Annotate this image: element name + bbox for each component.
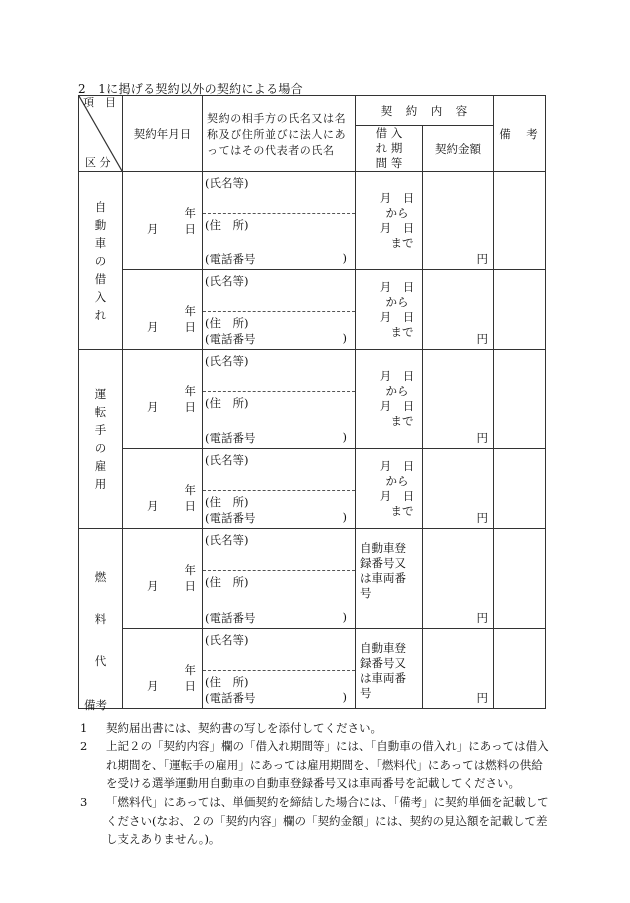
yen-label: 円: [476, 252, 488, 266]
counterparty-cell: [203, 529, 356, 629]
period-from: 月 日: [379, 369, 415, 383]
period-kara: から: [385, 205, 409, 220]
amount-cell: [423, 449, 494, 529]
period-made: まで: [390, 503, 414, 518]
year-label: 年: [184, 384, 196, 398]
yen-label: 円: [476, 431, 488, 445]
month-label: 月: [147, 579, 159, 593]
header-remarks: 備 考: [494, 96, 546, 172]
yen-label: 円: [476, 691, 488, 705]
name-label: (氏名等): [205, 354, 249, 368]
vehicle-number-cell: [356, 629, 423, 709]
note-item: 2 上記２の「契約内容」欄の「借入れ期間等」には、「自動車の借入れ」にあっては借入れ期間を、「運転手の雇用」にあっては雇用期間を、「燃料代」にあっては燃料の供給を受ける選挙運動用自動車の自動車登録番号又は車両番号を記載してください。: [80, 739, 549, 790]
period-made: まで: [390, 235, 414, 250]
contract-date-cell: [123, 529, 203, 629]
note-item: 1 契約届出書には、契約書の写しを添付してください。: [80, 721, 382, 735]
amount-cell: [423, 350, 494, 449]
section-title: 2 1に掲げる契約以外の契約による場合: [78, 82, 303, 96]
amount-cell: [423, 529, 494, 629]
phone-label: (電話番号: [205, 332, 256, 346]
table-row: [79, 629, 546, 709]
phone-line: [205, 510, 347, 526]
month-label: 月: [147, 400, 159, 414]
period-to: 月 日: [379, 399, 415, 413]
contract-date-cell: [123, 270, 203, 350]
phone-line: [205, 251, 347, 267]
dashed-divider: [203, 490, 355, 491]
header-contract-date: 契約年月日: [123, 96, 203, 172]
vehicle-number-cell: [356, 529, 423, 629]
day-label: 日: [184, 579, 196, 593]
contract-table: [78, 95, 546, 709]
counterparty-cell: [203, 449, 356, 529]
phone-line: [205, 690, 347, 706]
month-label: 月: [147, 679, 159, 693]
item-label: 項 目: [83, 96, 116, 109]
address-label: (住 所): [205, 396, 249, 410]
counterparty-cell: [203, 629, 356, 709]
dashed-divider: [203, 391, 355, 392]
remarks-cell: [494, 449, 546, 529]
category-cell: [79, 529, 123, 709]
contract-date-cell: [123, 629, 203, 709]
remarks-cell: [494, 350, 546, 449]
phone-close: ): [342, 430, 347, 444]
yen-label: 円: [476, 332, 488, 346]
contract-date-cell: [123, 449, 203, 529]
year-label: 年: [184, 206, 196, 220]
phone-line: [205, 610, 347, 626]
vehicle-label: 自動車登録番号又は車両番号: [360, 541, 406, 600]
vehicle-label: 自動車登録番号又は車両番号: [360, 641, 406, 700]
remarks-cell: [494, 172, 546, 270]
day-label: 日: [184, 320, 196, 334]
name-label: (氏名等): [205, 533, 249, 547]
table-row: [79, 529, 546, 629]
category-label: 自動車の借入れ: [94, 199, 107, 322]
period-to: 月 日: [379, 488, 415, 503]
period-cell: [356, 172, 423, 270]
name-label: (氏名等): [205, 176, 249, 190]
address-label: (住 所): [205, 316, 249, 330]
note-item: 3 「燃料代」にあっては、単価契約を締結した場合には、「備考」に契約単価を記載してください(なお、２の「契約内容」欄の「契約金額」には、契約の見込額を記載して差し支えありません。)。: [80, 795, 549, 846]
period-from: 月 日: [379, 279, 415, 294]
period-from: 月 日: [379, 458, 415, 473]
phone-label: (電話番号: [205, 431, 256, 445]
period-made: まで: [390, 324, 414, 339]
address-label: (住 所): [205, 218, 249, 232]
year-label: 年: [184, 563, 196, 577]
month-label: 月: [147, 222, 159, 236]
table-row: [79, 449, 546, 529]
year-label: 年: [184, 304, 196, 318]
header-counterparty: 契約の相手方の氏名又は名称及び住所並びに法人にあってはその代表者の氏名: [203, 96, 356, 172]
yen-label: 円: [476, 611, 488, 625]
phone-label: (電話番号: [205, 511, 256, 525]
category-cell: [79, 172, 123, 350]
category-label: 運転手の雇用: [94, 387, 107, 491]
dashed-divider: [203, 670, 355, 671]
phone-line: [205, 331, 347, 347]
day-label: 日: [184, 499, 196, 513]
period-cell: [356, 270, 423, 350]
phone-close: ): [342, 331, 347, 345]
kubun-label: 区 分: [85, 156, 111, 169]
period-made: まで: [390, 414, 414, 428]
counterparty-cell: [203, 172, 356, 270]
yen-label: 円: [476, 511, 488, 525]
address-label: (住 所): [205, 575, 249, 589]
day-label: 日: [184, 400, 196, 414]
month-label: 月: [147, 499, 159, 513]
header-contract-content: 契 約 内 容: [356, 96, 494, 126]
notes-title: 備考: [84, 698, 107, 712]
day-label: 日: [184, 222, 196, 236]
contract-date-cell: [123, 172, 203, 270]
phone-close: ): [342, 510, 347, 524]
dashed-divider: [203, 570, 355, 571]
contract-date-cell: [123, 350, 203, 449]
counterparty-cell: [203, 350, 356, 449]
amount-cell: [423, 270, 494, 350]
remarks-cell: [494, 270, 546, 350]
phone-label: (電話番号: [205, 252, 256, 266]
table-row: [79, 350, 546, 449]
period-cell: [356, 350, 423, 449]
table-row: [79, 270, 546, 350]
address-label: (住 所): [205, 675, 249, 689]
amount-cell: [423, 172, 494, 270]
dashed-divider: [203, 213, 355, 214]
header-amount: 契約金額: [423, 126, 494, 172]
table-row: [79, 172, 546, 270]
period-kara: から: [385, 294, 409, 309]
category-cell: [79, 350, 123, 529]
year-label: 年: [184, 663, 196, 677]
name-label: (氏名等): [205, 633, 249, 647]
period-cell: [356, 449, 423, 529]
name-label: (氏名等): [205, 453, 249, 467]
phone-line: [205, 430, 347, 446]
phone-close: ): [342, 610, 347, 624]
amount-cell: [423, 629, 494, 709]
phone-label: (電話番号: [205, 691, 256, 705]
phone-close: ): [342, 690, 347, 704]
phone-close: ): [342, 251, 347, 265]
period-from: 月 日: [379, 190, 415, 205]
dashed-divider: [203, 311, 355, 312]
name-label: (氏名等): [205, 274, 249, 288]
address-label: (住 所): [205, 495, 249, 509]
year-label: 年: [184, 483, 196, 497]
item-kubun-header: [79, 96, 123, 172]
period-kara: から: [385, 473, 409, 488]
remarks-cell: [494, 629, 546, 709]
day-label: 日: [184, 679, 196, 693]
phone-label: (電話番号: [205, 611, 256, 625]
remarks-cell: [494, 529, 546, 629]
counterparty-cell: [203, 270, 356, 350]
header-period: 借 入 れ 期 間 等: [356, 126, 423, 172]
month-label: 月: [147, 320, 159, 334]
period-to: 月 日: [379, 309, 415, 324]
period-kara: から: [385, 384, 409, 398]
period-to: 月 日: [379, 220, 415, 235]
category-label: 燃料代: [94, 569, 107, 668]
